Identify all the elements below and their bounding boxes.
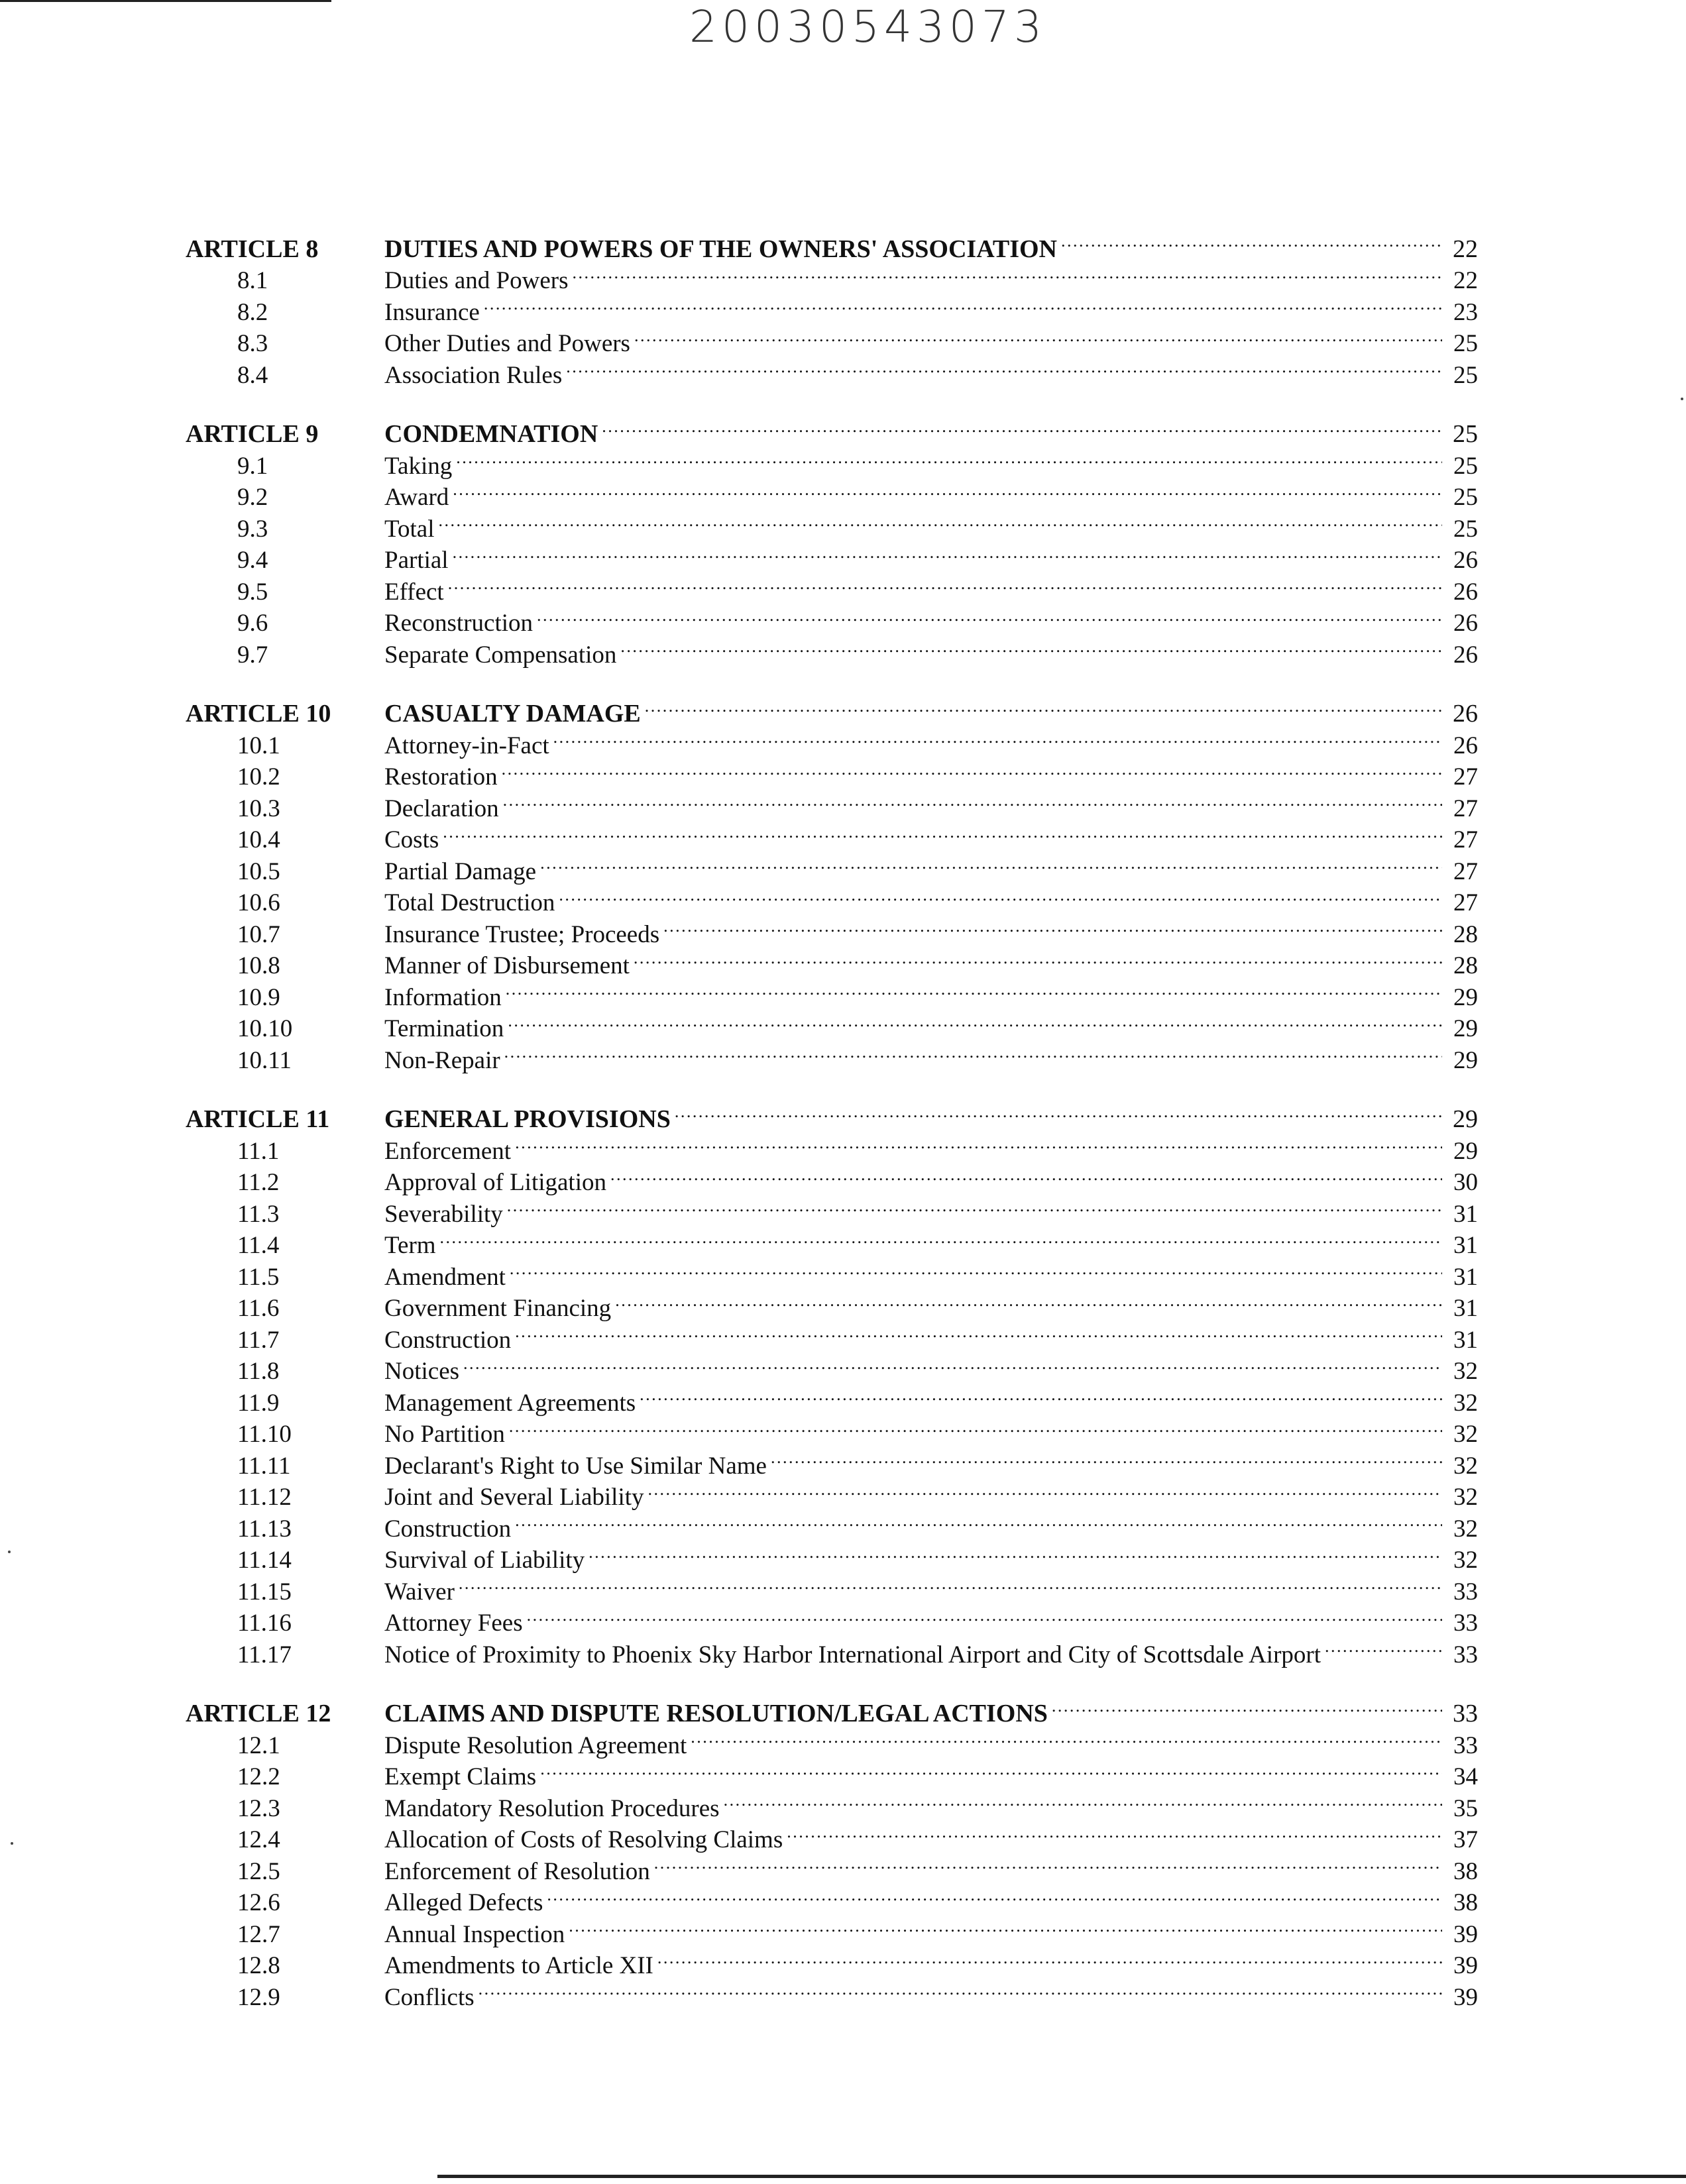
section-number: 11.9: [237, 1389, 280, 1417]
section-title: Dispute Resolution Agreement: [384, 1731, 687, 1759]
section-title: Insurance Trustee; Proceeds: [384, 920, 660, 948]
page-number: 29: [1453, 1137, 1478, 1165]
section-number: 11.13: [237, 1515, 292, 1543]
section-number: 12.5: [237, 1857, 280, 1885]
page-number: 27: [1453, 763, 1478, 791]
section-title: Partial: [384, 547, 449, 574]
section-number: 11.16: [237, 1610, 292, 1637]
table-of-contents: [186, 225, 1478, 2033]
dot-leader: [602, 411, 1442, 443]
section-title: Separate Compensation: [384, 641, 617, 669]
section-title: Notice of Proximity to Phoenix Sky Harbor International Airport and City of Scottsdale Airport: [384, 1641, 1321, 1668]
dot-leader: [537, 600, 1442, 631]
dot-leader: [540, 847, 1442, 879]
dot-leader: [663, 910, 1442, 942]
dot-leader: [787, 1816, 1442, 1848]
section-number: 10.1: [237, 732, 280, 759]
dot-leader: [453, 537, 1442, 569]
page-number: 39: [1453, 1952, 1478, 1979]
dot-leader: [553, 722, 1442, 753]
section-title: Term: [384, 1232, 436, 1259]
section-title: Approval of Litigation: [384, 1169, 606, 1196]
dot-leader: [566, 351, 1442, 383]
dot-leader: [572, 257, 1442, 289]
page-number: 27: [1453, 794, 1478, 822]
article-label: ARTICLE 12: [186, 1700, 331, 1727]
section-title: Amendments to Article XII: [384, 1952, 653, 1979]
toc-article: [186, 225, 1478, 389]
page-number: 39: [1453, 1983, 1478, 2011]
page-number: 26: [1453, 700, 1478, 728]
section-title: Partial Damage: [384, 857, 537, 885]
section-title: Amendment: [384, 1263, 506, 1291]
dot-leader: [448, 568, 1442, 600]
dot-leader: [527, 1600, 1442, 1631]
page-number: 27: [1453, 889, 1478, 916]
section-title: Information: [384, 983, 502, 1011]
section-title: Waiver: [384, 1578, 455, 1606]
dot-leader: [610, 1159, 1442, 1191]
section-number: 12.2: [237, 1763, 280, 1790]
dot-leader: [443, 816, 1442, 848]
toc-article: [186, 1690, 1478, 2011]
page-number: 25: [1453, 515, 1478, 543]
dot-leader: [478, 1973, 1442, 2005]
section-title: Costs: [384, 826, 439, 853]
page-number: 39: [1453, 1920, 1478, 1948]
section-number: 11.14: [237, 1547, 292, 1574]
section-number: 9.2: [237, 484, 268, 511]
section-title: Total: [384, 515, 435, 543]
section-number: 10.9: [237, 983, 280, 1011]
section-title: Effect: [384, 578, 444, 606]
article-label: ARTICLE 10: [186, 700, 331, 728]
page-number: 31: [1453, 1326, 1478, 1354]
dot-leader: [484, 288, 1442, 320]
section-number: 11.3: [237, 1200, 280, 1228]
article-title: CONDEMNATION: [384, 420, 598, 448]
section-number: 12.8: [237, 1952, 280, 1979]
section-number: 11.4: [237, 1232, 280, 1259]
toc-article: [186, 1096, 1478, 1668]
section-title: Duties and Powers: [384, 267, 569, 294]
page-number: 26: [1453, 547, 1478, 574]
section-number: 10.8: [237, 952, 280, 979]
section-number: 8.2: [237, 298, 268, 326]
section-title: Total Destruction: [384, 889, 555, 916]
page-number: 30: [1453, 1169, 1478, 1196]
article-label: ARTICLE 8: [186, 235, 319, 263]
section-number: 10.6: [237, 889, 280, 916]
page-number: 38: [1453, 1857, 1478, 1885]
dot-leader: [1325, 1631, 1442, 1663]
section-title: Management Agreements: [384, 1389, 636, 1417]
section-number: 9.1: [237, 452, 268, 480]
dot-leader: [504, 1036, 1442, 1068]
dot-leader: [509, 1411, 1442, 1443]
section-title: Allocation of Costs of Resolving Claims: [384, 1826, 783, 1853]
section-title: No Partition: [384, 1421, 505, 1448]
page-number: 26: [1453, 641, 1478, 669]
article-title: GENERAL PROVISIONS: [384, 1105, 671, 1133]
section-number: 8.3: [237, 330, 268, 357]
dot-leader: [615, 1285, 1442, 1317]
page-number: 32: [1453, 1515, 1478, 1543]
section-title: Association Rules: [384, 361, 563, 389]
page-number: 29: [1453, 1046, 1478, 1074]
section-number: 10.5: [237, 857, 280, 885]
dot-leader: [440, 1222, 1442, 1254]
page-number: 33: [1453, 1700, 1478, 1727]
section-number: 12.7: [237, 1920, 280, 1948]
page-number: 37: [1453, 1826, 1478, 1853]
dot-leader: [559, 879, 1442, 911]
dot-leader: [508, 1005, 1442, 1037]
dot-leader: [648, 1474, 1443, 1505]
page-number: 25: [1453, 330, 1478, 357]
section-title: Attorney-in-Fact: [384, 732, 549, 759]
dot-leader: [439, 505, 1443, 537]
section-number: 11.7: [237, 1326, 280, 1354]
page-number: 34: [1453, 1763, 1478, 1790]
section-number: 12.4: [237, 1826, 280, 1853]
section-title: Enforcement: [384, 1137, 512, 1165]
dot-leader: [510, 1253, 1442, 1285]
toc-article: [186, 690, 1478, 1074]
section-title: Exempt Claims: [384, 1763, 537, 1790]
page-number: 28: [1453, 920, 1478, 948]
section-number: 9.5: [237, 578, 268, 606]
section-title: Alleged Defects: [384, 1889, 543, 1916]
dot-leader: [547, 1879, 1442, 1911]
section-title: Declarant's Right to Use Similar Name: [384, 1452, 767, 1480]
page-number: 32: [1453, 1547, 1478, 1574]
toc-article-heading[interactable]: [186, 225, 1478, 263]
toc-article-heading[interactable]: [186, 411, 1478, 448]
page-number: 22: [1453, 267, 1478, 294]
page-number: 23: [1453, 298, 1478, 326]
dot-leader: [654, 1847, 1442, 1879]
dot-leader: [515, 1127, 1442, 1159]
page-number: 26: [1453, 610, 1478, 637]
section-number: 11.5: [237, 1263, 280, 1291]
page-number: 25: [1453, 420, 1478, 448]
page-number: 29: [1453, 1015, 1478, 1042]
section-number: 9.7: [237, 641, 268, 669]
page-number: 31: [1453, 1295, 1478, 1322]
page-number: 32: [1453, 1484, 1478, 1511]
dot-leader: [502, 753, 1442, 785]
dot-leader: [620, 631, 1442, 663]
section-title: Insurance: [384, 298, 480, 326]
section-number: 9.4: [237, 547, 268, 574]
page-number: 25: [1453, 484, 1478, 511]
page-number: 31: [1453, 1200, 1478, 1228]
page-number: 27: [1453, 857, 1478, 885]
section-number: 10.11: [237, 1046, 292, 1074]
section-title: Attorney Fees: [384, 1610, 523, 1637]
article-label: ARTICLE 11: [186, 1105, 330, 1133]
dot-leader: [645, 690, 1442, 722]
page-number: 32: [1453, 1358, 1478, 1385]
toc-article-heading[interactable]: [186, 1690, 1478, 1727]
article-title: DUTIES AND POWERS OF THE OWNERS' ASSOCIATION: [384, 235, 1057, 263]
section-title: Manner of Disbursement: [384, 952, 630, 979]
section-title: Annual Inspection: [384, 1920, 565, 1948]
dot-leader: [515, 1316, 1442, 1348]
section-number: 11.2: [237, 1169, 280, 1196]
section-title: Mandatory Resolution Procedures: [384, 1794, 720, 1822]
section-number: 10.3: [237, 794, 280, 822]
page-number: 26: [1453, 732, 1478, 759]
section-title: Notices: [384, 1358, 460, 1385]
page-number: 32: [1453, 1421, 1478, 1448]
section-title: Survival of Liability: [384, 1547, 585, 1574]
section-title: Restoration: [384, 763, 498, 791]
scan-speck: [11, 1842, 13, 1845]
dot-leader: [634, 942, 1442, 974]
page-number: 35: [1453, 1794, 1478, 1822]
dot-leader: [507, 1190, 1442, 1222]
section-number: 11.10: [237, 1421, 292, 1448]
section-number: 10.2: [237, 763, 280, 791]
dot-leader: [724, 1784, 1442, 1816]
page-number: 32: [1453, 1389, 1478, 1417]
section-number: 11.11: [237, 1452, 291, 1480]
dot-leader: [463, 1348, 1442, 1380]
section-number: 11.8: [237, 1358, 280, 1385]
page-number: 38: [1453, 1889, 1478, 1916]
page-number: 29: [1453, 1105, 1478, 1133]
toc-article: [186, 411, 1478, 669]
section-number: 11.6: [237, 1295, 280, 1322]
scan-speck: [1681, 398, 1683, 400]
section-title: Enforcement of Resolution: [384, 1857, 650, 1885]
dot-leader: [675, 1096, 1442, 1128]
dot-leader: [589, 1537, 1442, 1568]
page-number: 31: [1453, 1232, 1478, 1259]
section-number: 11.1: [237, 1137, 280, 1165]
dot-leader: [634, 320, 1442, 352]
document-number: 20030543073: [689, 1, 1046, 52]
page-number: 33: [1453, 1641, 1478, 1668]
section-number: 8.1: [237, 267, 268, 294]
toc-article-heading[interactable]: [186, 1096, 1478, 1133]
section-number: 9.6: [237, 610, 268, 637]
section-number: 12.6: [237, 1889, 280, 1916]
article-label: ARTICLE 9: [186, 420, 319, 448]
section-title: Conflicts: [384, 1983, 475, 2011]
section-title: Other Duties and Powers: [384, 330, 630, 357]
dot-leader: [506, 973, 1442, 1005]
section-title: Joint and Several Liability: [384, 1484, 644, 1511]
section-title: Construction: [384, 1515, 512, 1543]
section-number: 12.1: [237, 1731, 280, 1759]
page-number: 29: [1453, 983, 1478, 1011]
page-number: 32: [1453, 1452, 1478, 1480]
dot-leader: [569, 1910, 1442, 1942]
scan-edge-bottom: [437, 2175, 1686, 2178]
dot-leader: [456, 442, 1442, 474]
page-number: 22: [1453, 235, 1478, 263]
page-number: 33: [1453, 1731, 1478, 1759]
section-title: Declaration: [384, 794, 499, 822]
section-title: Severability: [384, 1200, 503, 1228]
section-title: Non-Repair: [384, 1046, 500, 1074]
scan-speck: [8, 1551, 11, 1553]
dot-leader: [771, 1442, 1442, 1474]
section-number: 10.4: [237, 826, 280, 853]
page-number: 31: [1453, 1263, 1478, 1291]
section-number: 11.15: [237, 1578, 292, 1606]
article-title: CLAIMS AND DISPUTE RESOLUTION/LEGAL ACTIONS: [384, 1700, 1048, 1727]
section-number: 9.3: [237, 515, 268, 543]
page-number: 28: [1453, 952, 1478, 979]
dot-leader: [515, 1505, 1442, 1537]
section-title: Termination: [384, 1015, 504, 1042]
page-number: 25: [1453, 452, 1478, 480]
page-number: 33: [1453, 1578, 1478, 1606]
page-number: 26: [1453, 578, 1478, 606]
section-number: 10.10: [237, 1015, 293, 1042]
section-title: Government Financing: [384, 1295, 612, 1322]
dot-leader: [540, 1753, 1442, 1785]
scan-edge-top: [0, 0, 331, 2]
section-title: Taking: [384, 452, 453, 480]
page-number: 33: [1453, 1610, 1478, 1637]
article-title: CASUALTY DAMAGE: [384, 700, 641, 728]
page-number: 25: [1453, 361, 1478, 389]
section-number: 10.7: [237, 920, 280, 948]
page-number: 27: [1453, 826, 1478, 853]
dot-leader: [1061, 225, 1442, 257]
dot-leader: [459, 1568, 1442, 1600]
dot-leader: [640, 1379, 1442, 1411]
section-number: 11.12: [237, 1484, 292, 1511]
section-number: 12.3: [237, 1794, 280, 1822]
section-title: Award: [384, 484, 449, 511]
section-title: Reconstruction: [384, 610, 534, 637]
dot-leader: [657, 1942, 1442, 1974]
section-number: 12.9: [237, 1983, 280, 2011]
toc-article-heading[interactable]: [186, 690, 1478, 728]
dot-leader: [1052, 1690, 1442, 1722]
section-number: 8.4: [237, 361, 268, 389]
dot-leader: [453, 474, 1442, 506]
section-number: 11.17: [237, 1641, 292, 1668]
dot-leader: [503, 785, 1442, 816]
section-title: Construction: [384, 1326, 512, 1354]
dot-leader: [691, 1721, 1442, 1753]
